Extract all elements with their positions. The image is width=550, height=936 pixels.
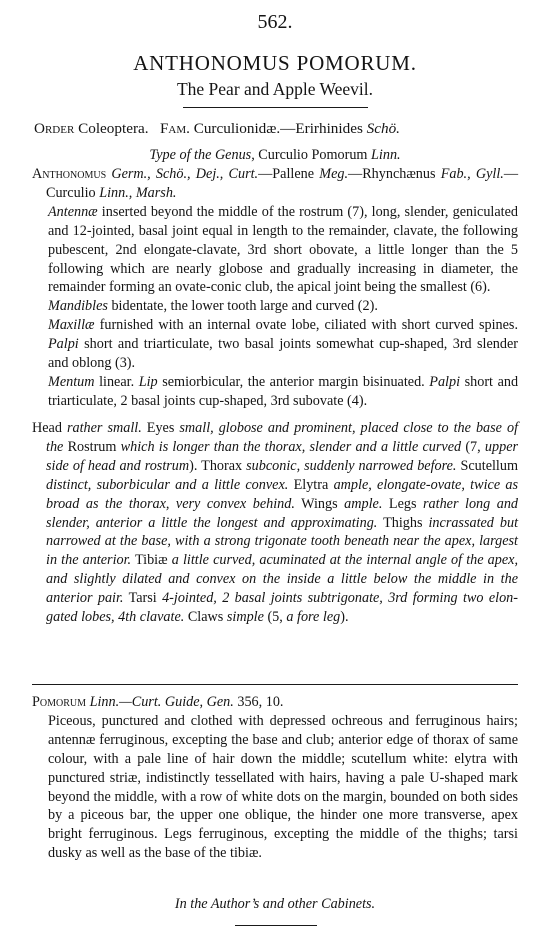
- claws-ref-end: ).: [340, 609, 349, 626]
- claws-desc: simple: [226, 609, 264, 626]
- title-divider: [183, 107, 368, 108]
- synonym-rhynchaenus-authority: Fab., Gyll.: [440, 166, 504, 182]
- maxillae-paragraph: [32, 316, 518, 373]
- mentum-label: Mentum: [48, 373, 95, 390]
- scutellum-label: Scutellum: [460, 457, 519, 474]
- genus-authorities: Germ., Schö., Dej., Curt.: [111, 166, 259, 182]
- wings-label: Wings: [301, 495, 338, 512]
- eyes-label: Eyes: [146, 420, 175, 436]
- rostrum-desc: which is longer than the thorax, slender and a little curved: [120, 438, 462, 455]
- rostrum-label: Rostrum: [67, 438, 117, 455]
- claws-label: Claws: [187, 609, 224, 626]
- eyes-desc: small, globose and prominent, placed close to the base of the: [46, 420, 519, 455]
- species-reference: Linn.—Curt. Guide, Gen.: [89, 694, 234, 710]
- tarsi-label: Tarsi: [128, 590, 157, 607]
- footer-divider: [235, 925, 317, 926]
- maxillae-palpi-text: short and triarticulate, two basal joints somewhat cup-shaped, 3rd slender and oblong (3).: [48, 336, 518, 372]
- maxillae-text: furnished with an internal ovate lobe, ciliated with short curved spines.: [99, 317, 518, 334]
- antennae-text: inserted beyond the middle of the rostrum (7), long, slender, geniculated and 12-jointed, basal joint equal in length to the remainder, clavate, the following pubescent, 2nd elongate-clavate, 3rd short obovate, a little longer than the 5 following which are nearly globose and gradually increasing in diameter, the remainder forming an ovate-conic club, the apical joint being the smallest (6).: [48, 203, 518, 296]
- legs-label: Legs: [388, 495, 417, 512]
- mandibles-paragraph: [32, 297, 518, 316]
- claws-ref: (5,: [267, 609, 283, 626]
- cabinets-note: In the Author’s and other Cabinets.: [174, 896, 376, 912]
- tarsi-desc: 4-jointed, 2 basal joints subtrigonate, 3rd forming two elongated lobes, 4th clavate.: [46, 590, 518, 626]
- thorax-desc: subconic, suddenly narrowed before.: [246, 457, 457, 474]
- species-reference-number: 356, 10.: [237, 694, 284, 710]
- maxillae-palpi-label: Palpi: [48, 336, 79, 353]
- family-label: Fam.: [159, 120, 190, 137]
- rostrum-ref-italic: upper side of head and rostrum: [46, 438, 519, 474]
- thighs-label: Thighs: [383, 514, 423, 531]
- synonym-pallene: —Pallene: [258, 166, 315, 182]
- legs-desc: rather long and slender, anterior a little the longest and approximating.: [46, 495, 519, 531]
- type-authority: Linn.: [371, 147, 401, 163]
- claws-ref-italic: a fore leg: [286, 609, 341, 626]
- body-description-paragraph: [32, 419, 518, 627]
- mandibles-text: bidentate, the lower tooth large and curved (2).: [111, 298, 378, 315]
- tibiae-label: Tibiæ: [134, 552, 168, 569]
- section-divider: [32, 684, 518, 685]
- mentum-paragraph: [32, 373, 518, 411]
- type-species: Curculio Pomorum: [258, 147, 368, 163]
- antennae-paragraph: [32, 203, 518, 298]
- elytra-label: Elytra: [293, 476, 329, 493]
- lip-palpi-text: short and triarticulate, 2 basal joints cup-shaped, 3rd subovate (4).: [48, 373, 519, 409]
- genus-synonymy: [32, 165, 518, 203]
- thighs-desc: incrassated but narrowed at the base, with a strong trigonate tooth beneath near the apex, largest in the anterior.: [46, 514, 519, 569]
- page-title: ANTHONOMUS POMORUM.: [133, 51, 417, 75]
- order-label: Order: [34, 120, 75, 137]
- type-prefix: Type of the Genus,: [149, 147, 255, 163]
- lip-label: Lip: [138, 373, 158, 390]
- species-text: Piceous, punctured and clothed with depressed ochreous and ferruginous hairs; antennæ ferruginous, excepting the base and club; anterior edge of thorax of same colour, with a pale line of hair down the middle; scutellum white: elytra with punctured striæ, indistinctly tessellated with hairs, having a pale U-shaped mark beyond the middle, with a row of white dots on the margin, bounded on both sides by a piceous bar, the upper one oblique, the hinder one more transverse, apex bright ferruginous. Legs ferruginous, excepting the middle of the thighs; tarsi dusky as well as the base of the tibiæ.: [48, 712, 518, 862]
- maxillae-label: Maxillæ: [48, 317, 95, 334]
- rostrum-ref-end: ).: [189, 457, 198, 474]
- species-name: Pomorum: [32, 694, 87, 710]
- elytra-desc: ample, elongate-ovate, twice as broad as the thorax, very convex behind.: [46, 476, 519, 512]
- head-desc: rather small.: [66, 420, 142, 436]
- order-value: Coleoptera.: [78, 120, 149, 137]
- classification-line: [34, 119, 534, 139]
- page-subtitle: The Pear and Apple Weevil.: [176, 79, 374, 99]
- lip-palpi-label: Palpi: [429, 373, 461, 390]
- lip-text: semiorbicular, the anterior margin bisinuated.: [162, 373, 425, 390]
- rostrum-ref: (7,: [465, 438, 481, 455]
- mentum-text: linear.: [99, 373, 135, 390]
- page-number: 562.: [257, 11, 293, 33]
- synonym-rhynchaenus: —Rhynchænus: [348, 166, 436, 182]
- type-of-genus-line: [0, 146, 550, 165]
- body-description: [32, 419, 518, 627]
- species-description: [32, 693, 518, 863]
- synonym-pallene-authority: Meg.: [319, 166, 349, 182]
- antennae-label: Antennæ: [48, 203, 98, 220]
- head-label: Head: [32, 420, 62, 436]
- wings-desc: ample.: [344, 495, 383, 512]
- family-value: Curculionidæ.—Erirhinides: [193, 120, 363, 137]
- synonym-curculio: —Curculio: [46, 166, 518, 201]
- thorax-label: Thorax: [201, 457, 243, 474]
- genus-characters: [32, 165, 518, 411]
- species-reference-line: [32, 693, 518, 712]
- genus-name: Anthonomus: [32, 166, 107, 182]
- tibiae-desc: a little curved, acuminated at the internal angle of the apex, and slightly dilated and convex on the inside a little below the middle in the anterior pair.: [46, 552, 518, 607]
- mandibles-label: Mandibles: [48, 298, 108, 315]
- family-authority: Schö.: [366, 120, 400, 137]
- scutellum-desc: distinct, suborbicular and a little convex.: [46, 476, 289, 493]
- synonym-curculio-authority: Linn., Marsh.: [99, 184, 177, 201]
